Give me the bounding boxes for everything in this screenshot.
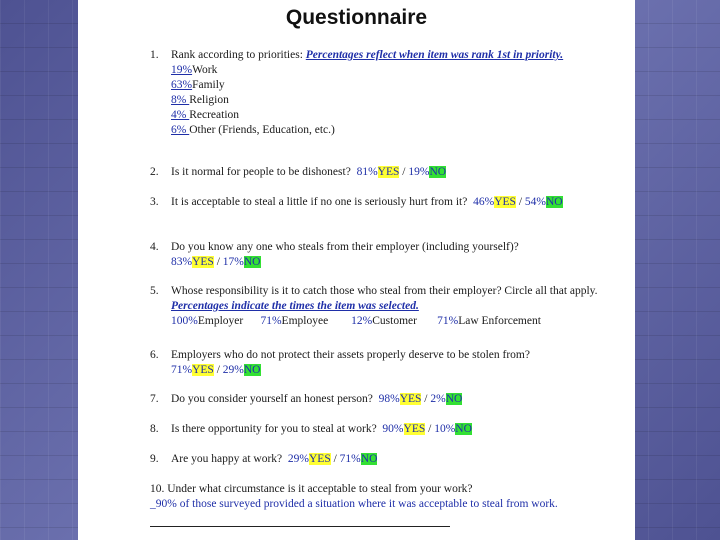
no-answer: NO [243,256,261,268]
open-answer: _90% of those surveyed provided a situation where it was acceptable to steal from work. [150,498,558,510]
yes-answer: YES [399,393,422,405]
answer-separator: / [402,166,406,178]
list-item [171,63,601,78]
question-text: Rank according to priorities: [171,49,303,61]
yes-answer: YES [403,423,426,435]
yes-answer: YES [192,256,214,268]
yes-percent: 71% [171,364,193,376]
question-number: 8. [150,423,159,435]
item-percent: 63% [171,79,193,91]
item-percent: 71% [260,315,282,327]
answer-separator: / [518,196,523,208]
item-percent: 12% [351,315,373,327]
item-percent: 8% [171,94,190,106]
no-answer: NO [360,453,378,465]
priority-list [171,63,601,138]
responsibility-list [171,314,601,329]
question-number: 10. [150,483,165,495]
question-text: Do you consider yourself an honest person? [171,393,373,405]
yes-answer: YES [494,196,516,208]
item-percent: 100% [171,315,198,327]
no-answer: NO [429,166,447,178]
item-label: Family [192,79,225,91]
answer-separator: / [216,364,220,376]
no-percent: 54% [524,196,546,208]
question-number: 4. [150,241,159,253]
question-number: 1. [150,49,159,61]
answer-separator: / [333,453,337,465]
no-answer: NO [455,423,472,435]
item-label: Law Enforcement [458,315,541,327]
yes-percent: 90% [382,423,404,435]
item-label: Religion [189,94,229,106]
yes-percent: 83% [171,256,193,268]
answer-line [150,516,450,527]
question-number: 2. [150,166,159,178]
item-label: Customer [372,315,417,327]
item-label: Employee [281,315,329,327]
question-text: Employers who do not protect their assets properly deserve to be stolen from? [171,349,530,361]
list-item [171,93,601,108]
no-percent: 71% [339,453,361,465]
no-answer: NO [243,364,261,376]
no-answer: NO [546,196,563,208]
list-item [171,123,601,138]
no-percent: 10% [434,423,456,435]
question-text: Under what circumstance is it acceptable to steal from your work? [167,483,473,495]
no-percent: 19% [408,166,430,178]
answer-separator: / [216,256,220,268]
item-percent: 6% [171,124,190,136]
question-text: Whose responsibility is it to catch those who steal from their employer? Circle all that apply. [171,285,598,297]
question-10 [150,482,630,527]
yes-percent: 81% [356,166,378,178]
answer-separator: / [428,423,432,435]
yes-answer: YES [308,453,331,465]
question-text: Is it normal for people to be dishonest? [171,166,351,178]
page-title: Questionnaire [285,6,428,29]
item-label: Work [192,64,218,76]
question-text: Are you happy at work? [171,453,283,465]
yes-answer: YES [377,166,400,178]
question-1 [150,48,630,156]
yes-percent: 98% [378,393,400,405]
question-text: It is acceptable to steal a little if no one is seriously hurt from it? [171,196,468,208]
question-text: Do you know any one who steals from their employer (including yourself)? [171,241,519,253]
item-label: Other (Friends, Education, etc.) [189,124,335,136]
yes-percent: 29% [287,453,309,465]
no-answer: NO [445,393,463,405]
question-text: Is there opportunity for you to steal at work? [171,423,377,435]
question-number: 5. [150,285,159,297]
list-item [171,78,601,93]
item-label: Recreation [189,109,240,121]
item-percent: 19% [171,64,193,76]
answer-separator: / [424,393,428,405]
no-percent: 2% [430,393,446,405]
list-item [171,108,601,123]
question-number: 9. [150,453,159,465]
yes-answer: YES [192,364,214,376]
question-number: 3. [150,196,159,208]
item-percent: 71% [437,315,459,327]
yes-percent: 46% [473,196,495,208]
no-percent: 17% [222,256,244,268]
questionnaire-page [78,0,635,540]
item-percent: 4% [171,109,190,121]
item-label: Employer [197,315,244,327]
question-number: 6. [150,349,159,361]
question-number: 7. [150,393,159,405]
question-note: Percentages indicate the times the item was selected. [171,300,419,312]
question-note: Percentages reflect when item was rank 1st in priority. [305,49,564,61]
no-percent: 29% [222,364,244,376]
